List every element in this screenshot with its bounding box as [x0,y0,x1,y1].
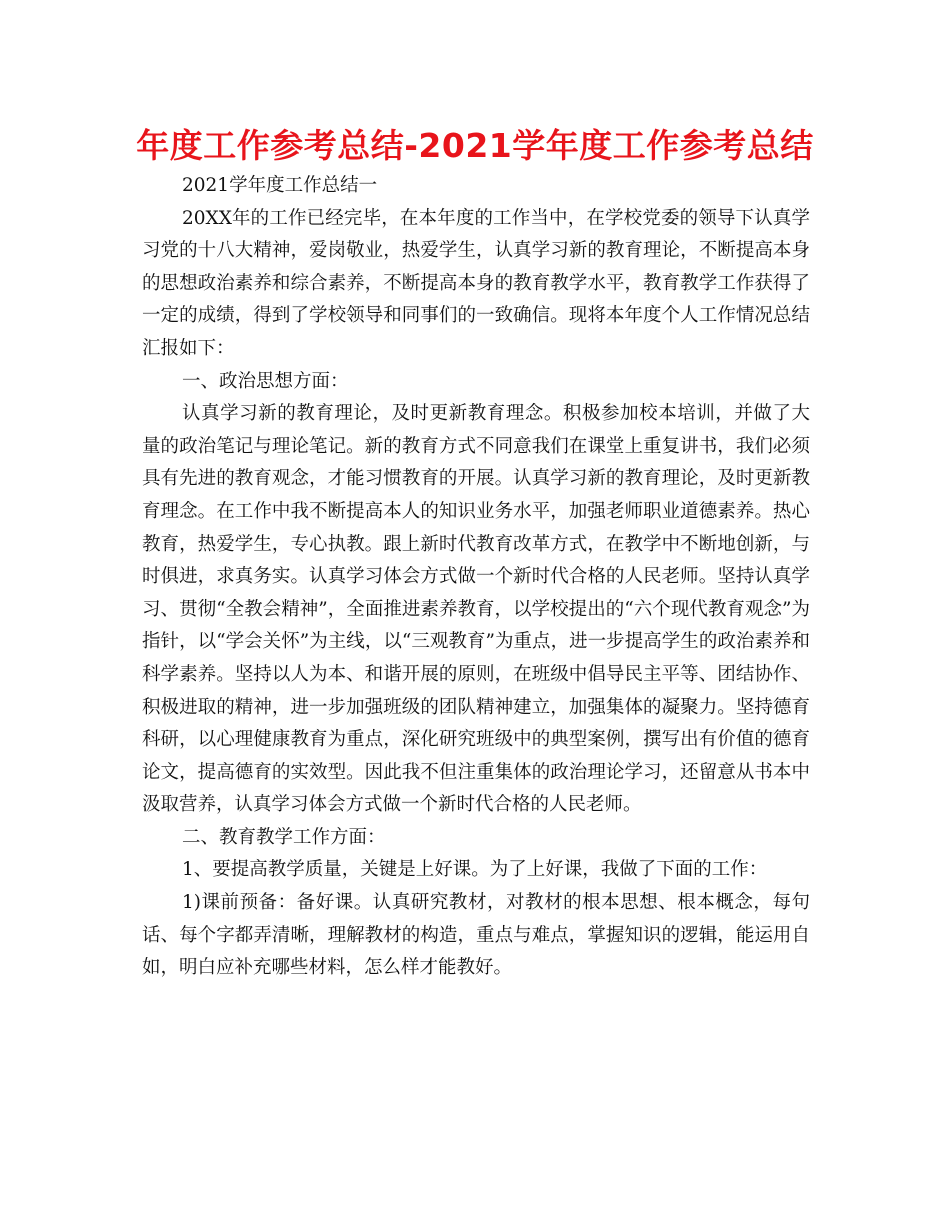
section-heading-political: 一、政治思想方面： [182,370,349,392]
section-heading-teaching: 二、教育教学工作方面： [182,826,386,848]
teaching-item-1: 1、要提高教学质量，关键是上好课。为了上好课，我做了下面的工作： [182,859,768,881]
document-body [142,170,810,985]
teaching-item-1-1: 1)课前预备：备好课。认真研究教材，对教材的根本思想、根本概念，每句话、每个字都弄清晰，理解教材的构造，重点与难点，掌握知识的逻辑，能运用自如，明白应补充哪些材料，怎么样才能教好。 [142,892,810,979]
section-paragraph-political: 认真学习新的教育理论，及时更新教育理念。积极参加校本培训，并做了大量的政治笔记与理论笔记。新的教育方式不同意我们在课堂上重复讲书，我们必须具有先进的教育观念，才能习惯教育的开展。认真学习新的教育理论，及时更新教育理念。在工作中我不断提高本人的知识业务水平，加强老师职业道德素养。热心教育，热爱学生，专心执教。跟上新时代教育改革方式，在教学中不断地创新，与时俱进，求真务实。认真学习体会方式做一个新时代合格的人民老师。坚持认真学习、贯彻“全教会精神”，全面推进素养教育，以学校提出的“六个现代教育观念”为指针，以“学会关怀”为主线，以“三观教育”为重点，进一步提高学生的政治素养和科学素养。坚持以人为本、和谐开展的原则，在班级中倡导民主平等、团结协作、积极进取的精神，进一步加强班级的团队精神建立，加强集体的凝聚力。坚持德育科研，以心理健康教育为重点，深化研究班级中的典型案例，撰写出有价值的德育论文，提高德育的实效型。因此我不但注重集体的政治理论学习，还留意从书本中汲取营养，认真学习体会方式做一个新时代合格的人民老师。 [142,403,810,816]
document-title: 年度工作参考总结-2021学年度工作参考总结 [136,126,814,165]
document-subtitle: 2021学年度工作总结一 [182,175,378,196]
intro-paragraph: 20XX年的工作已经完毕，在本年度的工作当中，在学校党委的领导下认真学习党的十八大精神，爱岗敬业，热爱学生，认真学习新的教育理论，不断提高本身的思想政治素养和综合素养，不断提高本身的教育教学水平，教育教学工作获得了一定的成绩，得到了学校领导和同事们的一致确信。现将本年度个人工作情况总结汇报如下： [142,207,810,359]
